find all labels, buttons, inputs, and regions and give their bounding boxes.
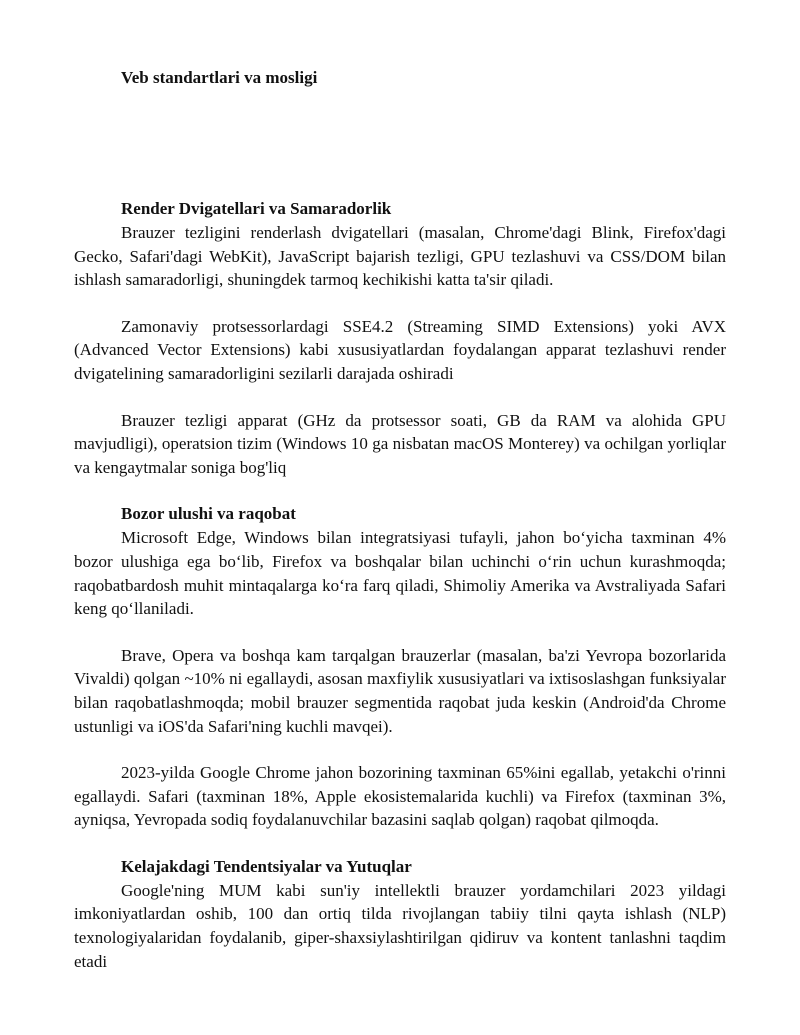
section-render-engines	[74, 197, 726, 479]
document-title: Veb standartlari va mosligi	[121, 68, 318, 87]
paragraph: Zamonaviy protsessorlardagi SSE4.2 (Streaming SIMD Extensions) yoki AVX (Advanced Vector Extensions) kabi xususiyatlardan foydalangan apparat tezlashuvi render dvigatelining samaradorligini sezilarli darajada oshiradi	[74, 316, 726, 383]
paragraph: 2023-yilda Google Chrome jahon bozorining taxminan 65%ini egallab, yetakchi o'rinni egallaydi. Safari (taxminan 18%, Apple ekosistemalarida kuchli) va Firefox (taxminan 3%, ayniqsa, Yevropada sodiq foydalanuvchilar bazasini saqlab qolgan) raqobat qilmoqda.	[74, 763, 726, 830]
paragraph: Microsoft Edge, Windows bilan integratsiyasi tufayli, jahon bo‘yicha taxminan 4% bozor ulushiga ega bo‘lib, Firefox va boshqalar bilan uchinchi o‘rin uchun kurashmoqda; raqobatbardosh muhit mintaqalarga ko‘ra farq qiladi, Shimoliy Amerika va Avstraliyada Safari keng qo‘llaniladi.	[74, 528, 726, 619]
paragraph: Brauzer tezligi apparat (GHz da protsessor soati, GB da RAM va alohida GPU mavjudligi), operatsion tizim (Windows 10 ga nisbatan macOS Monterey) va ochilgan yorliqlar va kengaytmalar soniga bog'liq	[74, 410, 726, 477]
section-heading: Kelajakdagi Tendentsiyalar va Yutuqlar	[121, 856, 412, 876]
paragraph: Google'ning MUM kabi sun'iy intellektli brauzer yordamchilari 2023 yildagi imkoniyatlardan oshib, 100 dan ortiq tilda rivojlangan tabiiy tilni qayta ishlash (NLP) texnologiyalaridan foydalanib, giper-shaxsiylashtirilgan qidiruv va kontent tanlashni taqdim etadi	[74, 880, 726, 971]
section-market-share	[74, 502, 726, 832]
section-heading: Render Dvigatellari va Samaradorlik	[121, 199, 392, 218]
section-heading: Bozor ulushi va raqobat	[121, 504, 296, 524]
paragraph: Brauzer tezligini renderlash dvigatellari (masalan, Chrome'dagi Blink, Firefox'dagi Gecko, Safari'dagi WebKit), JavaScript bajarish tezligi, GPU tezlashuvi va CSS/DOM bilan ishlash samaradorligi, shuningdek tarmoq kechikishi katta ta'sir qiladi.	[74, 223, 726, 290]
paragraph: Brave, Opera va boshqa kam tarqalgan brauzerlar (masalan, ba'zi Yevropa bozorlarida Vivaldi) qolgan ~10% ni egallaydi, asosan maxfiylik xususiyatlari va ixtisoslashgan funksiyalar bilan raqobatlashmoqda; mobil brauzer segmentida raqobat juda keskin (Android'da Chrome ustunligi va iOS'da Safari'ning kuchli mavqei).	[74, 645, 726, 736]
section-future-trends	[74, 855, 726, 973]
